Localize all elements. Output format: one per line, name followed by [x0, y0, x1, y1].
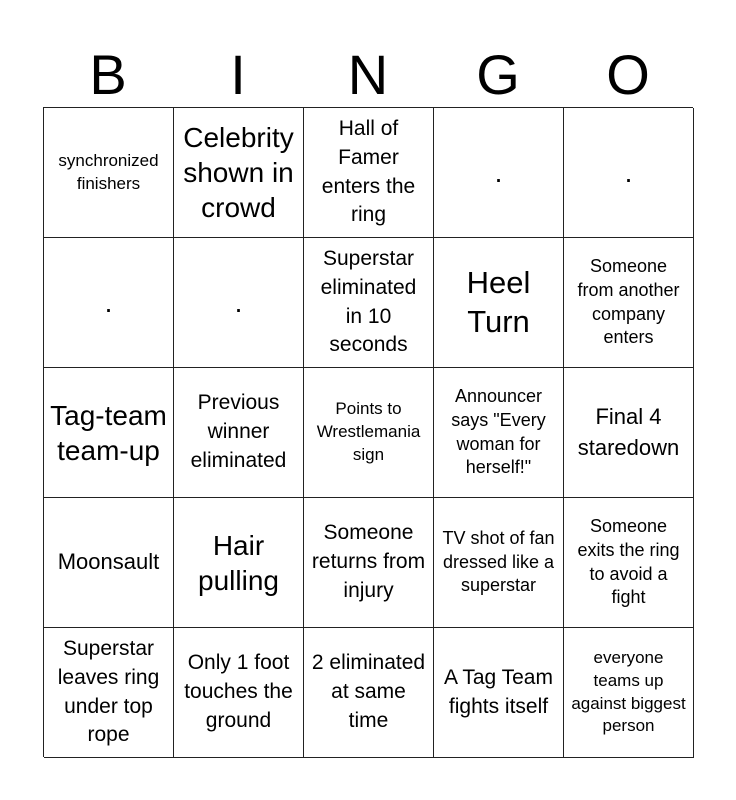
bingo-cell[interactable]: .: [564, 108, 694, 238]
bingo-cell[interactable]: Superstar leaves ring under top rope: [44, 628, 174, 758]
bingo-cell[interactable]: .: [44, 238, 174, 368]
bingo-cell[interactable]: A Tag Team fights itself: [434, 628, 564, 758]
bingo-cell[interactable]: Previous winner eliminated: [174, 368, 304, 498]
bingo-cell[interactable]: Someone exits the ring to avoid a fight: [564, 498, 694, 628]
bingo-cell[interactable]: Final 4 staredown: [564, 368, 694, 498]
bingo-cell[interactable]: Only 1 foot touches the ground: [174, 628, 304, 758]
header-letter-n: N: [347, 43, 389, 106]
bingo-cell[interactable]: Superstar eliminated in 10 seconds: [304, 238, 434, 368]
bingo-cell[interactable]: Tag-team team-up: [44, 368, 174, 498]
bingo-cell[interactable]: Celebrity shown in crowd: [174, 108, 304, 238]
bingo-cell[interactable]: 2 eliminated at same time: [304, 628, 434, 758]
bingo-board: [43, 107, 693, 757]
bingo-cell[interactable]: Moonsault: [44, 498, 174, 628]
bingo-cell[interactable]: Someone from another company enters: [564, 238, 694, 368]
bingo-cell[interactable]: Points to Wrestlemania sign: [304, 368, 434, 498]
bingo-cell[interactable]: Heel Turn: [434, 238, 564, 368]
bingo-header: [43, 44, 693, 106]
bingo-cell[interactable]: .: [174, 238, 304, 368]
header-letter-g: G: [476, 43, 520, 106]
bingo-cell[interactable]: TV shot of fan dressed like a superstar: [434, 498, 564, 628]
header-letter-b: B: [89, 43, 127, 106]
bingo-cell[interactable]: .: [434, 108, 564, 238]
bingo-cell[interactable]: Hall of Famer enters the ring: [304, 108, 434, 238]
header-letter-i: I: [230, 43, 246, 106]
bingo-cell[interactable]: everyone teams up against biggest person: [564, 628, 694, 758]
header-letter-o: O: [606, 43, 650, 106]
bingo-cell[interactable]: Someone returns from injury: [304, 498, 434, 628]
bingo-cell[interactable]: Announcer says "Every woman for herself!": [434, 368, 564, 498]
bingo-cell[interactable]: synchronized finishers: [44, 108, 174, 238]
bingo-cell[interactable]: Hair pulling: [174, 498, 304, 628]
